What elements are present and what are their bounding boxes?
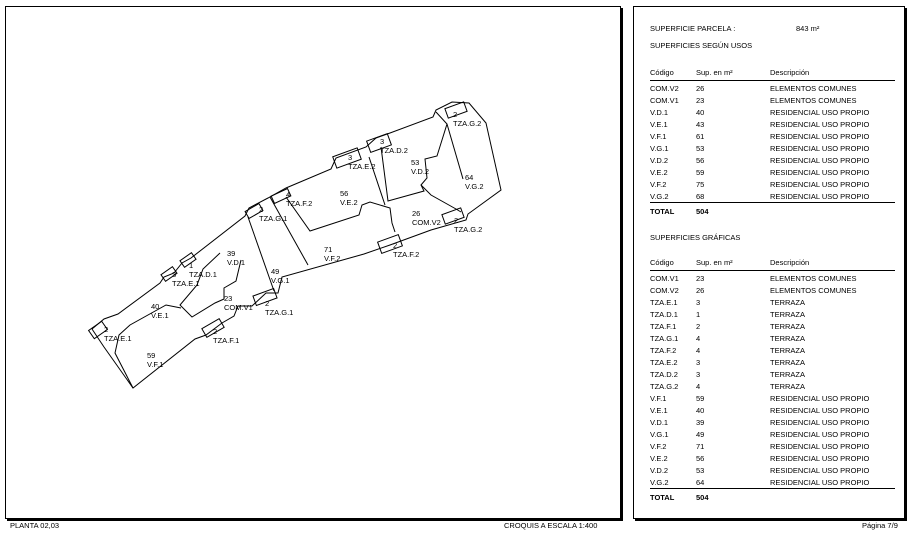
graphic-row-cell: TZA.G.1 [650, 334, 679, 343]
graphic-header-code: Código [650, 258, 674, 267]
plan-label-tza-e2-code: TZA.E.2 [348, 162, 376, 171]
uses-row-cell: V.F.2 [650, 180, 667, 189]
graphic-header-area: Sup. en m² [696, 258, 733, 267]
plan-label-tza-g2-top-area: 2 [453, 110, 458, 119]
plan-label-tza-f2-top-code: TZA.F.2 [286, 199, 313, 208]
graphic-row-cell: 40 [696, 406, 705, 415]
uses-total-rule [650, 202, 895, 203]
plan-label-tza-f1-code: TZA.F.1 [213, 336, 240, 345]
plan-label-vg1-code: V.G.1 [271, 276, 290, 285]
uses-row-cell: V.F.1 [650, 132, 667, 141]
uses-header-desc: Descripción [770, 68, 810, 77]
uses-row-cell: COM.V1 [650, 96, 679, 105]
plan-outline [89, 102, 501, 388]
uses-header-code: Código [650, 68, 674, 77]
graphic-row-cell: V.G.2 [650, 478, 669, 487]
graphic-total-value: 504 [696, 493, 709, 502]
floor-plan-drawing [6, 7, 620, 518]
plan-label-vg2-code: V.G.2 [465, 182, 484, 191]
graphic-row-cell: RESIDENCIAL USO PROPIO [770, 454, 870, 463]
uses-row-cell: 43 [696, 120, 705, 129]
plan-label-comv2-code: COM.V2 [412, 218, 441, 227]
plan-label-vf2-code: V.F.2 [324, 254, 341, 263]
graphic-title: SUPERFICIES GRÁFICAS [650, 233, 741, 242]
plan-label-vd2-area: 53 [411, 158, 420, 167]
graphic-row-cell: COM.V2 [650, 286, 679, 295]
uses-row-cell: V.D.1 [650, 108, 669, 117]
uses-header-area: Sup. en m² [696, 68, 733, 77]
plan-label-tza-e1-left-area: 2 [104, 325, 109, 334]
graphic-row-cell: TERRAZA [770, 310, 806, 319]
uses-row-cell: 26 [696, 84, 705, 93]
uses-row-cell: RESIDENCIAL USO PROPIO [770, 180, 870, 189]
graphic-row-cell: 64 [696, 478, 705, 487]
plan-label-vd1-area: 39 [227, 249, 236, 258]
plan-label-tza-g1-bot-area: 2 [265, 299, 270, 308]
uses-row-cell: 56 [696, 156, 705, 165]
graphic-row-cell: V.D.2 [650, 466, 669, 475]
plan-label-tza-d1-code: TZA.D.1 [189, 270, 217, 279]
plan-label-comv1-area: 23 [224, 294, 233, 303]
plan-label-ve1-code: V.E.1 [151, 311, 169, 320]
graphic-row-cell: 26 [696, 286, 705, 295]
graphic-row-cell: TERRAZA [770, 358, 806, 367]
graphic-row-cell: V.G.1 [650, 430, 669, 439]
uses-row-cell: V.G.2 [650, 192, 669, 201]
footer-page: Página 7/9 [862, 521, 898, 530]
graphic-row-cell: TERRAZA [770, 322, 806, 331]
floor-plan-panel [5, 6, 621, 519]
plan-label-tza-f2-bot-code: TZA.F.2 [393, 250, 420, 259]
graphic-row-cell: 3 [696, 298, 701, 307]
graphic-row-cell: RESIDENCIAL USO PROPIO [770, 418, 870, 427]
graphic-row-cell: V.E.1 [650, 406, 668, 415]
uses-row-cell: RESIDENCIAL USO PROPIO [770, 108, 870, 117]
graphic-row-cell: 2 [696, 322, 701, 331]
graphic-row-cell: COM.V1 [650, 274, 679, 283]
plan-label-tza-e1-mid-code: TZA.E.1 [172, 279, 200, 288]
plan-label-vg2-area: 64 [465, 173, 474, 182]
uses-row-cell: 68 [696, 192, 705, 201]
graphic-row-cell: RESIDENCIAL USO PROPIO [770, 394, 870, 403]
plan-label-comv1-code: COM.V1 [224, 303, 253, 312]
uses-total-label: TOTAL [650, 207, 675, 216]
uses-row-cell: V.G.1 [650, 144, 669, 153]
uses-row-cell: ELEMENTOS COMUNES [770, 84, 857, 93]
graphic-row-cell: 39 [696, 418, 705, 427]
plan-label-vf1-code: V.F.1 [147, 360, 164, 369]
uses-row-cell: V.E.1 [650, 120, 668, 129]
plan-label-tza-e1-left-code: TZA.E.1 [104, 334, 132, 343]
graphic-row-cell: TZA.D.2 [650, 370, 678, 379]
plan-label-ve1-area: 40 [151, 302, 160, 311]
graphic-row-cell: RESIDENCIAL USO PROPIO [770, 406, 870, 415]
uses-row-cell: 23 [696, 96, 705, 105]
graphic-row-cell: TERRAZA [770, 346, 806, 355]
graphic-row-cell: TZA.F.1 [650, 322, 677, 331]
graphic-row-cell: RESIDENCIAL USO PROPIO [770, 442, 870, 451]
graphic-row-cell: RESIDENCIAL USO PROPIO [770, 478, 870, 487]
uses-row-cell: ELEMENTOS COMUNES [770, 96, 857, 105]
plan-label-comv2-area: 26 [412, 209, 421, 218]
plan-label-vd1-code: V.D.1 [227, 258, 246, 267]
plan-label-tza-g1-top-area: 2 [259, 205, 264, 214]
uses-row-cell: 59 [696, 168, 705, 177]
graphic-row-cell: 4 [696, 382, 701, 391]
uses-row-cell: RESIDENCIAL USO PROPIO [770, 120, 870, 129]
graphic-header-desc: Descripción [770, 258, 810, 267]
uses-title: SUPERFICIES SEGÚN USOS [650, 41, 753, 50]
plan-label-tza-e1-mid-area: 3 [172, 270, 177, 279]
plan-label-ve2-code: V.E.2 [340, 198, 358, 207]
graphic-row-cell: V.F.2 [650, 442, 667, 451]
uses-row-cell: 75 [696, 180, 705, 189]
graphic-row-cell: 53 [696, 466, 705, 475]
uses-row-cell: 61 [696, 132, 705, 141]
parcel-value: 843 m² [796, 24, 820, 33]
plan-label-tza-f2-top-area: 4 [286, 190, 291, 199]
uses-header-rule [650, 80, 895, 81]
graphic-row-cell: TERRAZA [770, 382, 806, 391]
graphic-row-cell: ELEMENTOS COMUNES [770, 274, 857, 283]
graphic-row-cell: TZA.F.2 [650, 346, 677, 355]
uses-row-cell: RESIDENCIAL USO PROPIO [770, 192, 870, 201]
uses-row-cell: COM.V2 [650, 84, 679, 93]
plan-label-tza-g2-top-code: TZA.G.2 [453, 119, 482, 128]
plan-label-tza-f2-bot-area: 2 [393, 241, 398, 250]
graphic-row-cell: TZA.E.1 [650, 298, 678, 307]
plan-label-tza-d2-area: 3 [380, 137, 385, 146]
graphic-total-rule [650, 488, 895, 489]
plan-label-tza-g2-bot-area: 2 [454, 216, 459, 225]
footer-scale: CROQUIS A ESCALA 1:400 [504, 521, 598, 530]
graphic-row-cell: TZA.G.2 [650, 382, 679, 391]
graphic-row-cell: 23 [696, 274, 705, 283]
surfaces-panel [633, 6, 905, 519]
uses-row-cell: V.D.2 [650, 156, 669, 165]
uses-row-cell: RESIDENCIAL USO PROPIO [770, 132, 870, 141]
uses-row-cell: RESIDENCIAL USO PROPIO [770, 156, 870, 165]
graphic-row-cell: 3 [696, 370, 701, 379]
graphic-row-cell: RESIDENCIAL USO PROPIO [770, 466, 870, 475]
uses-total-value: 504 [696, 207, 709, 216]
graphic-row-cell: 4 [696, 346, 701, 355]
plan-label-tza-d1-area: 1 [189, 261, 194, 270]
graphic-row-cell: RESIDENCIAL USO PROPIO [770, 430, 870, 439]
uses-row-cell: 53 [696, 144, 705, 153]
plan-label-tza-d2-code: TZA.D.2 [380, 146, 408, 155]
graphic-header-rule [650, 270, 895, 271]
graphic-total-label: TOTAL [650, 493, 675, 502]
graphic-row-cell: 3 [696, 358, 701, 367]
plan-label-ve2-area: 56 [340, 189, 349, 198]
graphic-row-cell: V.E.2 [650, 454, 668, 463]
graphic-row-cell: TERRAZA [770, 370, 806, 379]
uses-row-cell: RESIDENCIAL USO PROPIO [770, 144, 870, 153]
graphic-row-cell: TZA.D.1 [650, 310, 678, 319]
plan-label-vf1-area: 59 [147, 351, 156, 360]
parcel-label: SUPERFICIE PARCELA : [650, 24, 736, 33]
plan-label-vg1-area: 49 [271, 267, 280, 276]
uses-row-cell: 40 [696, 108, 705, 117]
graphic-row-cell: TERRAZA [770, 334, 806, 343]
plan-label-vf2-area: 71 [324, 245, 333, 254]
plan-label-tza-g1-top-code: TZA.G.1 [259, 214, 288, 223]
graphic-row-cell: 49 [696, 430, 705, 439]
uses-row-cell: RESIDENCIAL USO PROPIO [770, 168, 870, 177]
graphic-row-cell: TZA.E.2 [650, 358, 678, 367]
graphic-row-cell: 1 [696, 310, 701, 319]
footer-floor: PLANTA 02,03 [10, 521, 60, 530]
plan-label-tza-g2-bot-code: TZA.G.2 [454, 225, 483, 234]
graphic-row-cell: ELEMENTOS COMUNES [770, 286, 857, 295]
graphic-row-cell: V.D.1 [650, 418, 669, 427]
plan-label-tza-e2-area: 3 [348, 153, 353, 162]
plan-label-vd2-code: V.D.2 [411, 167, 430, 176]
graphic-row-cell: 71 [696, 442, 705, 451]
graphic-row-cell: 59 [696, 394, 705, 403]
graphic-row-cell: TERRAZA [770, 298, 806, 307]
graphic-row-cell: 56 [696, 454, 705, 463]
graphic-row-cell: V.F.1 [650, 394, 667, 403]
uses-row-cell: V.E.2 [650, 168, 668, 177]
graphic-row-cell: 4 [696, 334, 701, 343]
plan-label-tza-f1-area: 2 [213, 327, 218, 336]
plan-label-tza-g1-bot-code: TZA.G.1 [265, 308, 294, 317]
